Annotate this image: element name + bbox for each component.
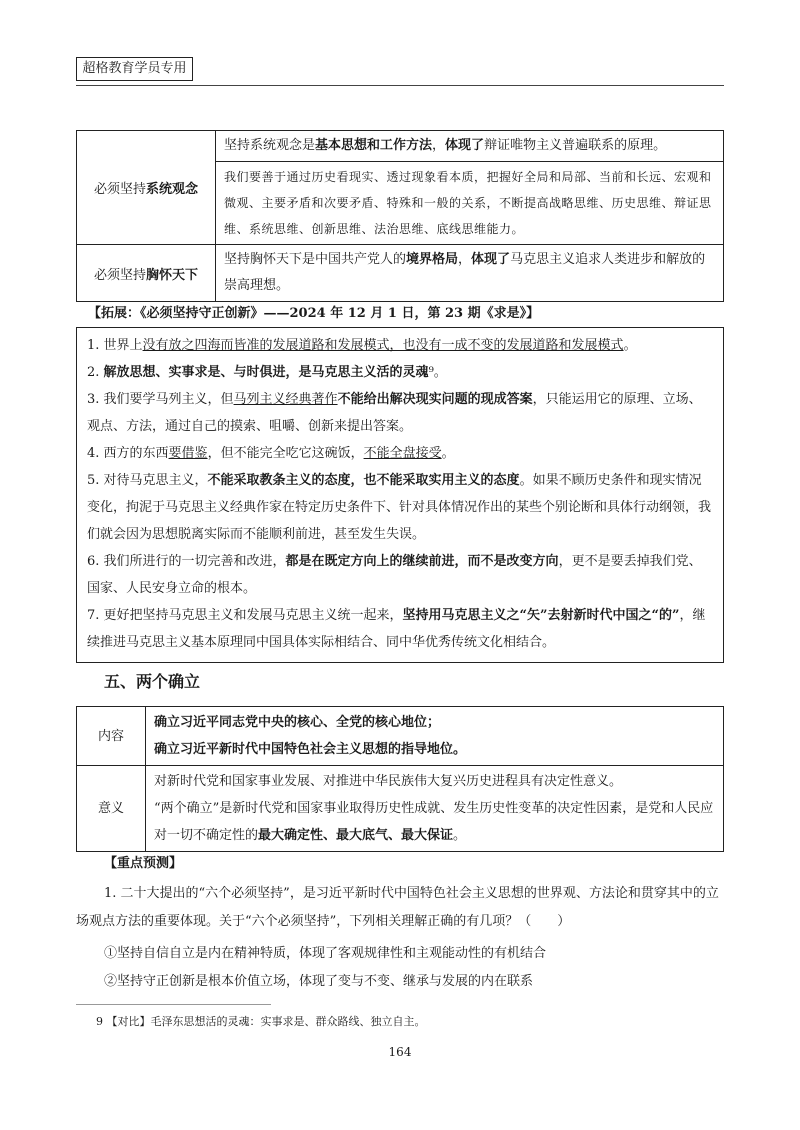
extension-box <box>76 327 724 663</box>
point-5 <box>77 467 723 548</box>
option-2: ②坚持守正创新是根本价值立场，体现了变与不变、继承与发展的内在联系 <box>104 974 534 989</box>
meaning-line: 对新时代党和国家事业发展、对推进中华民族伟大复兴历史进程具有决定性意义。 <box>154 774 623 789</box>
text-underline: 要借鉴 <box>168 446 208 461</box>
text-bold: 体现了 <box>445 138 485 153</box>
text: 4. 西方的东西 <box>87 446 169 461</box>
header-label: 超格教育学员专用 <box>76 57 193 81</box>
text: 。 <box>453 828 467 843</box>
prediction-title: 【重点预测】 <box>104 856 183 871</box>
text: ， <box>458 252 472 267</box>
text: 坚持系统观念是 <box>224 138 316 153</box>
text-bold: 不能采取教条主义的态度，也不能采取实用主义的态度 <box>207 473 520 488</box>
point-2 <box>77 359 723 386</box>
text: 马克思主义追求人类进步和解放的崇高理想。 <box>224 252 706 293</box>
text: “两个确立”是新时代党和国家事业取得历史性成就、发生历史性变革的决定性因素，是党和人民应对一切不确定性的 <box>154 801 714 843</box>
text: 3. 我们要学马列主义，但 <box>87 392 234 407</box>
text-bold: 坚持用马克思主义之“矢”去射新时代中国之“的” <box>402 608 680 623</box>
text: 5. 对待马克思主义， <box>87 473 208 488</box>
extension-title: 【拓展：《必须坚持守正创新》——2024 年 12 月 1 日，第 23 期《求是》】 <box>88 306 540 321</box>
row-label-world <box>77 245 216 302</box>
text-bold: 境界格局 <box>406 252 459 267</box>
content-label: 内容 <box>77 707 146 766</box>
point-6 <box>77 548 723 602</box>
text-underline: 没有放之四海而皆准的发展道路和发展模式，也没有一成不变的发展道路和发展模式 <box>142 338 624 353</box>
text-bold: 不能给出解决现实问题的现成答案 <box>337 392 533 407</box>
system-summary <box>216 131 724 162</box>
label-bold: 胸怀天下 <box>146 267 199 283</box>
point-1 <box>77 332 723 359</box>
text: ，只能运用它的原理、立场、观点、方法，通过自己的摸索、咀嚼、创新来提出答案。 <box>87 392 702 434</box>
question-1: 1. 二十大提出的“六个必须坚持”，是习近平新时代中国特色社会主义思想的世界观、方法论和贯穿其中的立场观点方法的重要体现。关于“六个必须坚持”，下列相关理解正确的有几项？（ ） <box>76 886 719 929</box>
footnote: 9 【对比】毛泽东思想活的灵魂：实事求是、群众路线、独立自主。 <box>96 1015 426 1028</box>
meaning-label: 意义 <box>77 766 146 852</box>
text: 。 <box>441 446 455 461</box>
text-underline: 马列主义经典著作 <box>233 392 338 407</box>
text: 6. 我们所进行的一切完善和改进， <box>87 554 286 569</box>
content-line: 确立习近平同志党中央的核心、全党的核心地位； <box>154 715 441 730</box>
footnote-ref: ⁹。 <box>428 365 447 380</box>
section-title: 五、两个确立 <box>104 672 201 691</box>
content-cell <box>146 707 724 766</box>
text: 2. <box>87 365 104 380</box>
option-1: ①坚持自信自立是内在精神特质，体现了客观规律性和主观能动性的有机结合 <box>104 946 547 961</box>
label-bold: 系统观念 <box>146 182 199 197</box>
text: 。 <box>623 338 637 353</box>
text: 坚持胸怀天下是中国共产党人的 <box>224 252 407 267</box>
system-detail: 我们要善于通过历史看现实、透过现象看本质，把握好全局和局部、当前和长远、宏观和微观、主要矛盾和次要矛盾、特殊和一般的关系，不断提高战略思维、历史思维、辩证思维、系统思维、创新思维、法治思维、底线思维能力。 <box>216 162 724 245</box>
header-rule <box>76 85 724 86</box>
point-3 <box>77 386 723 440</box>
meaning-line <box>154 795 715 849</box>
two-establishments-table <box>76 706 724 852</box>
content-line: 确立习近平新时代中国特色社会主义思想的指导地位。 <box>154 742 467 757</box>
text-bold: 都是在既定方向上的继续前进，而不是改变方向 <box>285 554 559 569</box>
footnote-rule <box>76 1004 271 1005</box>
text: ，但不能完全吃它这碗饭， <box>207 446 364 461</box>
text: 7. 更好把坚持马克思主义和发展马克思主义统一起来， <box>87 608 403 623</box>
text-bold: 体现了 <box>471 252 511 267</box>
text-bold: 最大确定性、最大底气、最大保证 <box>258 828 454 843</box>
label-prefix: 必须坚持 <box>93 182 146 197</box>
page-number: 164 <box>388 1045 412 1059</box>
point-4 <box>77 440 723 467</box>
text: ，更不是要丢掉我们党、国家、人民安身立命的根本。 <box>87 554 702 596</box>
text-underline: 不能全盘接受 <box>363 446 442 461</box>
meaning-cell <box>146 766 724 852</box>
label-prefix: 必须坚持 <box>93 267 146 283</box>
text: 辩证唯物主义普遍联系的原理。 <box>484 138 667 153</box>
principles-table <box>76 130 724 302</box>
point-7 <box>77 602 723 656</box>
text: 。如果不顾历史条件和现实情况变化，拘泥于马克思主义经典作家在特定历史条件下、针对具体情况作出的某些个别论断和具体行动纲领，我们就会因为思想脱离实际而不能顺利前进，甚至发生失误。 <box>87 473 712 542</box>
text: ， <box>432 138 446 153</box>
text: ，继续推进马克思主义基本原理同中国具体实际相结合、同中华优秀传统文化相结合。 <box>87 608 706 650</box>
row-label-system <box>77 131 216 245</box>
world-summary <box>216 245 724 302</box>
text-bold: 基本思想和工作方法 <box>315 138 433 153</box>
text: 1. 世界上 <box>87 338 143 353</box>
text-bold: 解放思想、实事求是、与时俱进，是马克思主义活的灵魂 <box>103 365 429 380</box>
